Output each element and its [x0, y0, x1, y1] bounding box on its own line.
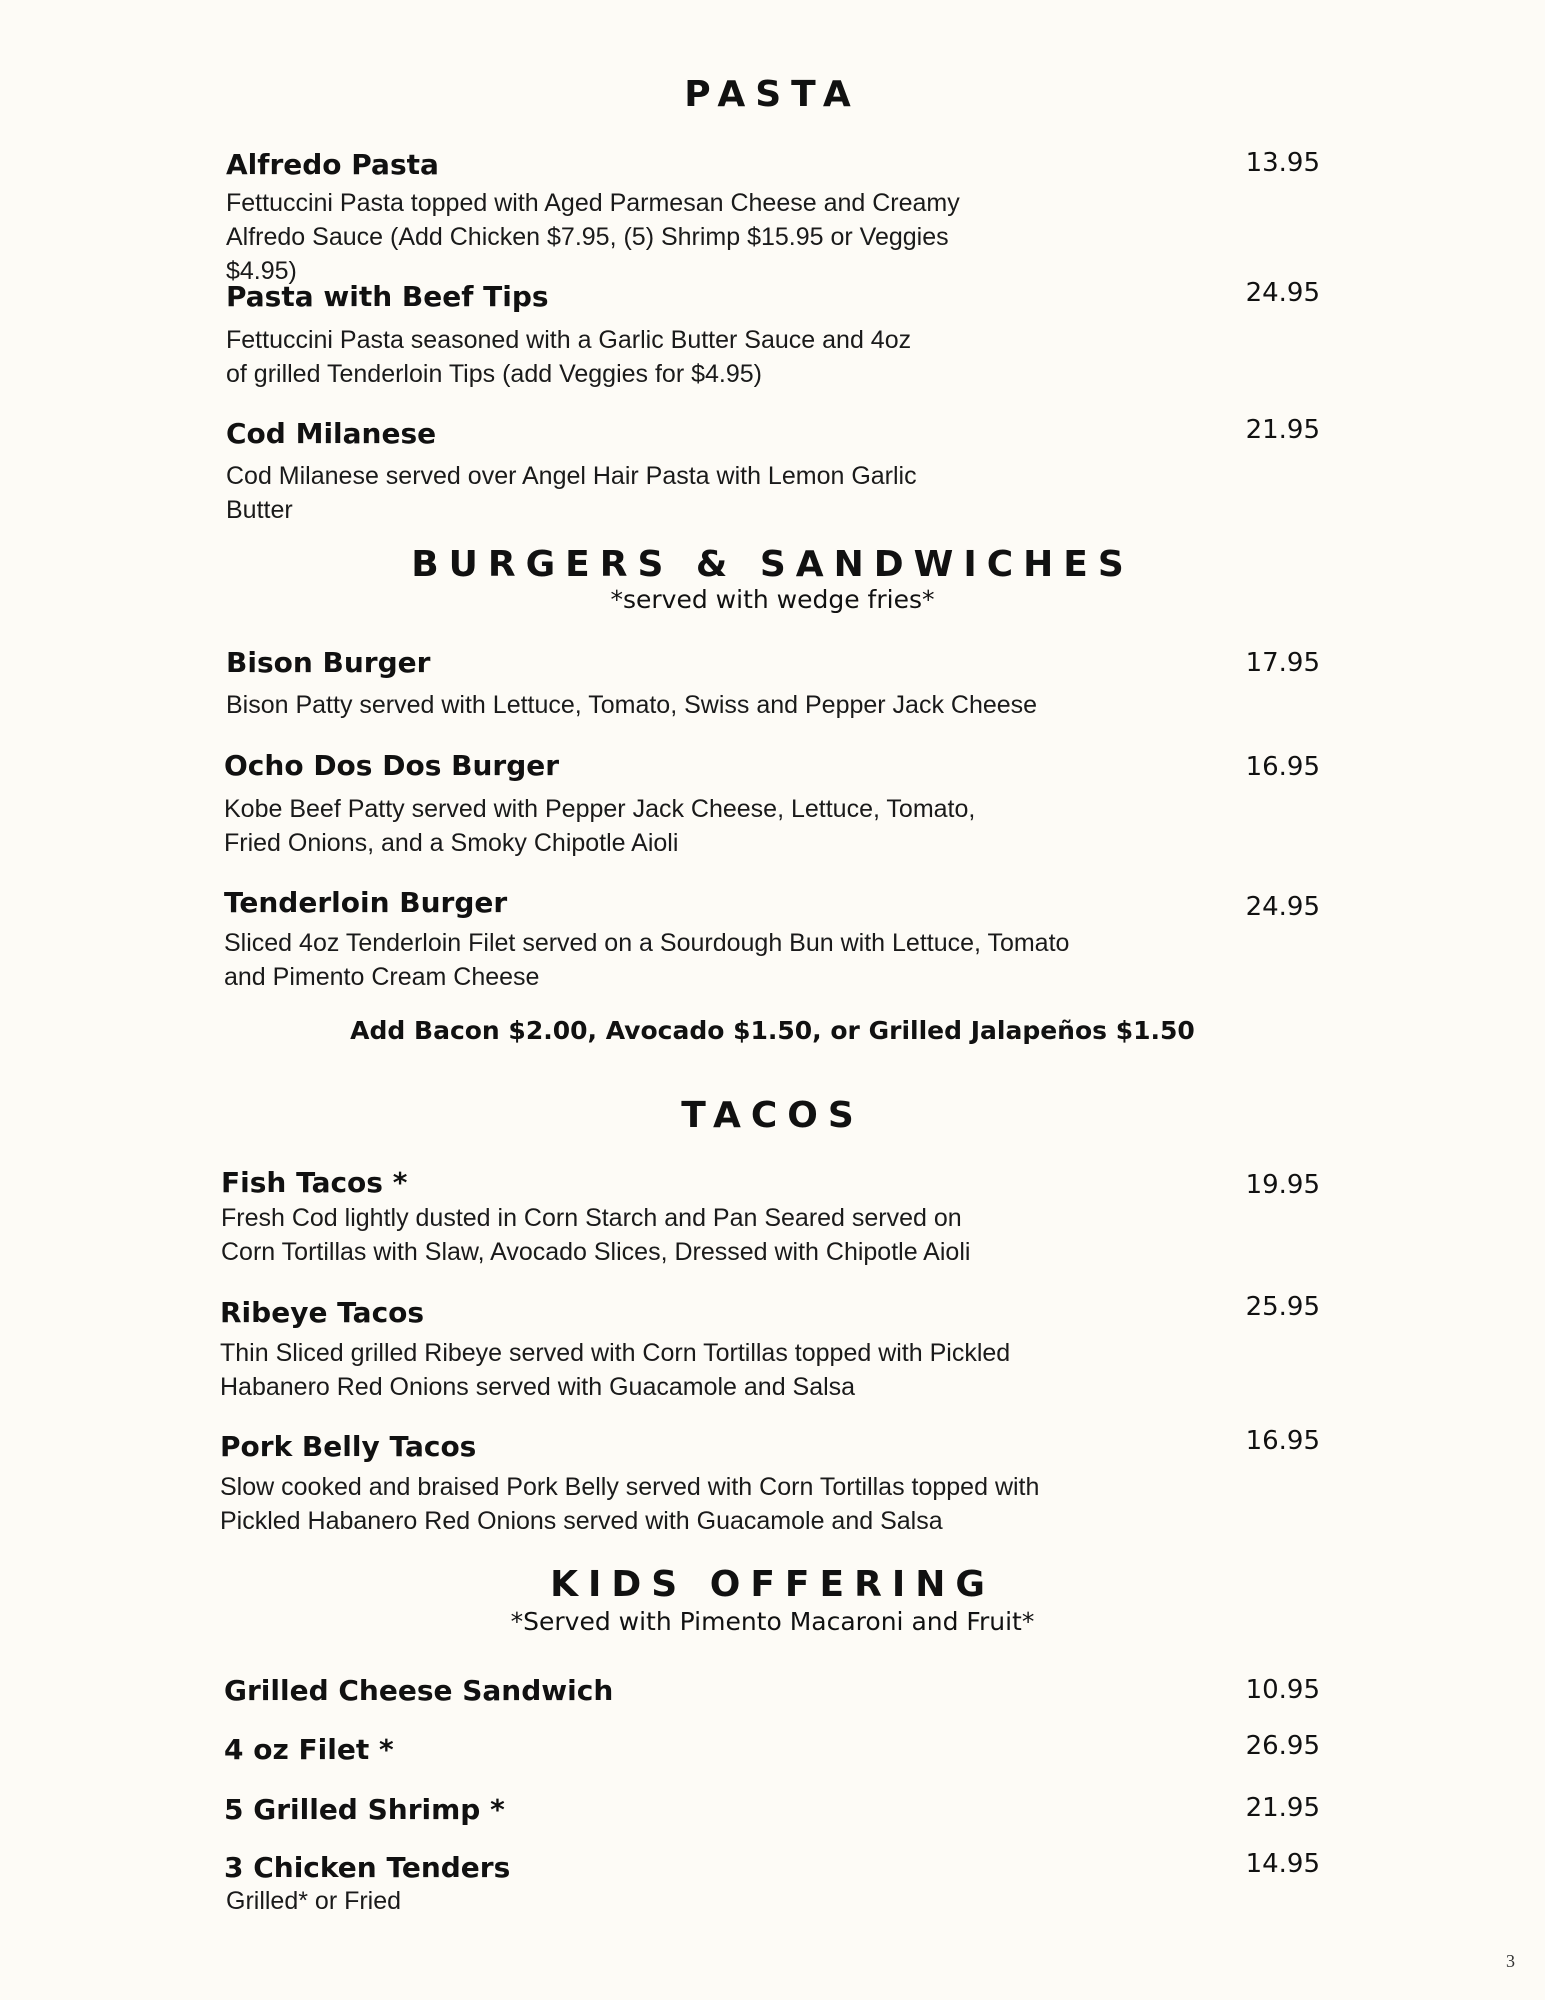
menu-item-name: Pork Belly Tacos — [220, 1430, 477, 1463]
section-note: *served with wedge fries* — [610, 585, 935, 614]
menu-item-description: Slow cooked and braised Pork Belly served with Corn Tortillas topped with Pickled Habanero Red Onions served with Guacamole and Salsa — [220, 1473, 1040, 1535]
menu-item-name: Alfredo Pasta — [226, 148, 439, 181]
menu-item-price: 16.95 — [1245, 752, 1320, 782]
menu-item-name: 4 oz Filet * — [224, 1733, 394, 1766]
menu-item-name: Fish Tacos * — [221, 1166, 408, 1199]
menu-item-price: 13.95 — [1245, 148, 1320, 178]
menu-item-price: 25.95 — [1245, 1292, 1320, 1322]
menu-item-name: Tenderloin Burger — [224, 886, 508, 919]
page-number: 3 — [1506, 1951, 1515, 1971]
menu-item-price: 21.95 — [1245, 415, 1320, 445]
section-title-pasta: PASTA — [684, 74, 861, 115]
menu-item-description: Thin Sliced grilled Ribeye served with Corn Tortillas topped with Pickled Habanero Red Onions served with Guacamole and Salsa — [220, 1339, 1011, 1401]
menu-item-description: Sliced 4oz Tenderloin Filet served on a Sourdough Bun with Lettuce, Tomato and Pimento Cream Cheese — [224, 929, 1070, 991]
menu-item-description: Fresh Cod lightly dusted in Corn Starch and Pan Seared served on Corn Tortillas with Slaw, Avocado Slices, Dressed with Chipotle Aioli — [221, 1204, 971, 1266]
section-title-burgers: BURGERS & SANDWICHES — [411, 544, 1134, 585]
menu-item-description: Kobe Beef Patty served with Pepper Jack Cheese, Lettuce, Tomato, Fried Onions, and a Smoky Chipotle Aioli — [224, 795, 976, 857]
menu-item-description: Cod Milanese served over Angel Hair Pasta with Lemon Garlic Butter — [226, 462, 917, 524]
menu-item-name: 5 Grilled Shrimp * — [224, 1793, 505, 1826]
menu-item-price: 24.95 — [1245, 892, 1320, 922]
menu-item-description: Grilled* or Fried — [226, 1887, 402, 1915]
menu-item-description: Bison Patty served with Lettuce, Tomato, Swiss and Pepper Jack Cheese — [226, 691, 1038, 719]
menu-item-price: 19.95 — [1245, 1170, 1320, 1200]
menu-item-price: 10.95 — [1245, 1675, 1320, 1705]
menu-item-name: Ribeye Tacos — [220, 1296, 425, 1329]
menu-item-name: Pasta with Beef Tips — [226, 280, 549, 313]
menu-item-name: Bison Burger — [226, 646, 431, 679]
menu-item-price: 24.95 — [1245, 278, 1320, 308]
menu-item-name: Grilled Cheese Sandwich — [224, 1674, 614, 1707]
menu-item-name: 3 Chicken Tenders — [224, 1851, 511, 1884]
menu-item-price: 16.95 — [1245, 1426, 1320, 1456]
section-note: *Served with Pimento Macaroni and Fruit* — [510, 1607, 1035, 1636]
menu-item-price: 17.95 — [1245, 648, 1320, 678]
menu-item-price: 14.95 — [1245, 1849, 1320, 1879]
menu-item-description: Fettuccini Pasta topped with Aged Parmesan Cheese and Creamy Alfredo Sauce (Add Chicken $7.95, (5) Shrimp $15.95 or Veggies $4.95) — [226, 189, 960, 285]
menu-item-name: Ocho Dos Dos Burger — [224, 749, 560, 782]
menu-item-description: Fettuccini Pasta seasoned with a Garlic Butter Sauce and 4oz of grilled Tenderloin Tips (add Veggies for $4.95) — [226, 326, 912, 388]
section-title-tacos: TACOS — [681, 1095, 864, 1136]
menu-item-price: 21.95 — [1245, 1793, 1320, 1823]
burger-addons-note: Add Bacon $2.00, Avocado $1.50, or Grilled Jalapeños $1.50 — [350, 1016, 1195, 1045]
section-title-kids: KIDS OFFERING — [550, 1564, 995, 1605]
menu-item-price: 26.95 — [1245, 1731, 1320, 1761]
menu-item-name: Cod Milanese — [226, 417, 437, 450]
